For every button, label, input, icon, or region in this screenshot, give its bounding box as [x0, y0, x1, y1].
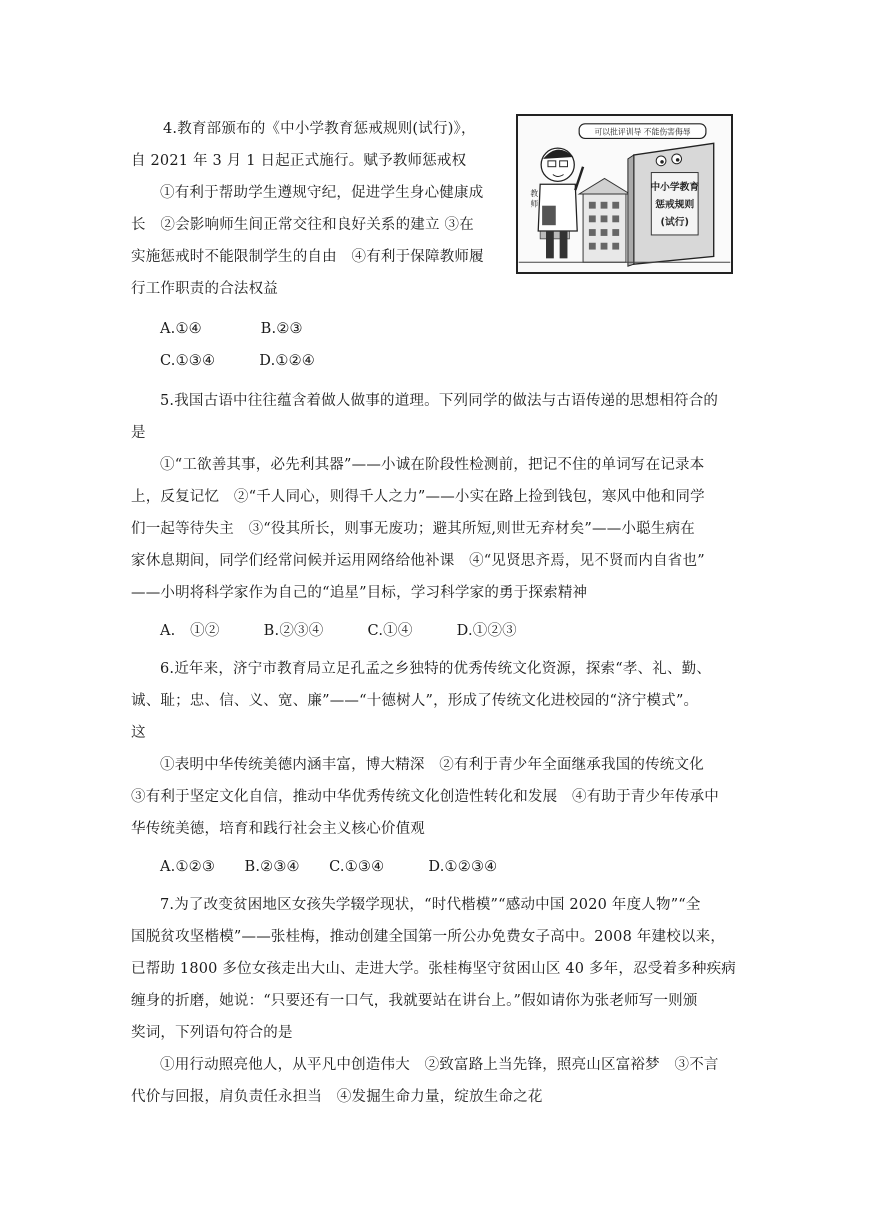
- q6-options: A.①②③ B.②③④ C.①③④ D.①②③④: [160, 859, 498, 875]
- q6-stem-line-2: 诚、耻；忠、信、义、宽、廉”——“十德树人”，形成了传统文化进校园的“济宁模式”。: [131, 693, 699, 709]
- q7-stem-line-5: 奖词，下列语句符合的是: [131, 1025, 293, 1041]
- q7-stem-line-3: 已帮助 1800 多位女孩走出大山、走进大学。张桂梅坚守贫困山区 40 多年，忍受着多种疾病: [131, 961, 736, 977]
- q4-stem-line-1: 4.教育部颁布的《中小学教育惩戒规则(试行)》，: [163, 121, 476, 137]
- q7-stem-line-2: 国脱贫攻坚楷模”——张桂梅，推动创建全国第一所公办免费女子高中。2008 年建校以来，: [131, 929, 726, 945]
- q4-choice-line-2: 长 ②会影响师生间正常交往和良好关系的建立 ③在: [131, 217, 474, 233]
- q5-stem-line-1: 5.我国古语中往往蕴含着做人做事的道理。下列同学的做法与古语传递的思想相符合的: [160, 393, 719, 409]
- q6-stem-line-1: 6.近年来，济宁市教育局立足孔孟之乡独特的优秀传统文化资源，探索“孝、礼、勤、: [160, 661, 712, 677]
- q4-choice-line-4: 行工作职责的合法权益: [131, 281, 278, 297]
- q5-choice-line-4: 家休息期间，同学们经常问候并运用网络给他补课 ④“见贤思齐焉，见不贤而内自省也”: [131, 553, 705, 569]
- q5-options: A. ①② B.②③④ C.①④ D.①②③: [160, 623, 517, 639]
- q4-stem-line-2: 自 2021 年 3 月 1 日起正式施行。赋予教师惩戒权: [131, 153, 467, 169]
- q7-stem-line-1: 7.为了改变贫困地区女孩失学辍学现状，“时代楷模”“感动中国 2020 年度人物”“全: [160, 897, 701, 913]
- q5-stem-line-2: 是: [131, 425, 146, 441]
- cartoon-book-title-3: (试行): [660, 217, 689, 229]
- q6-choice-line-3: 华传统美德，培育和践行社会主义核心价值观: [131, 821, 425, 837]
- cartoon-book-title-1: 中小学教育: [650, 182, 700, 194]
- q5-choice-line-2: 上，反复记忆 ②“千人同心，则得千人之力”——小实在路上捡到钱包，寒风中他和同学: [131, 489, 705, 505]
- cartoon-banner-text: 可以批评训导 不能伤害侮辱: [594, 127, 691, 137]
- q5-choice-line-3: 们一起等待失主 ③“役其所长，则事无废功；避其所短,则世无弃材矣”——小聪生病在: [131, 521, 695, 537]
- q6-choice-line-1: ①表明中华传统美德内涵丰富，博大精深 ②有利于青少年全面继承我国的传统文化: [160, 757, 704, 773]
- q5-choice-line-1: ①“工欲善其事，必先利其器”——小诚在阶段性检测前，把记不住的单词写在记录本: [160, 457, 705, 473]
- cartoon-illustration: [516, 114, 733, 274]
- q4-options-row-1: A.①④ B.②③: [160, 321, 303, 337]
- q7-choice-line-2: 代价与回报，肩负责任永担当 ④发掘生命力量，绽放生命之花: [131, 1089, 543, 1105]
- q7-stem-line-4: 缠身的折磨，她说：“只要还有一口气，我就要站在讲台上。”假如请你为张老师写一则颁: [131, 993, 698, 1009]
- q4-options-row-2: C.①③④ D.①②④: [160, 353, 315, 369]
- q6-choice-line-2: ③有利于坚定文化自信，推动中华优秀传统文化创造性转化和发展 ④有助于青少年传承中: [131, 789, 719, 805]
- q5-choice-line-5: ——小明将科学家作为自己的“追星”目标，学习科学家的勇于探索精神: [131, 585, 588, 601]
- q6-stem-line-3: 这: [131, 725, 146, 741]
- q7-choice-line-1: ①用行动照亮他人，从平凡中创造伟大 ②致富路上当先锋，照亮山区富裕梦 ③不言: [160, 1057, 719, 1073]
- cartoon-book-title-2: 惩戒规则: [655, 199, 695, 211]
- q4-choice-line-1: ①有利于帮助学生遵规守纪，促进学生身心健康成: [160, 185, 484, 201]
- cartoon-teacher-label-1: 教: [530, 188, 539, 198]
- q4-choice-line-3: 实施惩戒时不能限制学生的自由 ④有利于保障教师履: [131, 249, 484, 265]
- cartoon-teacher-label-2: 师: [530, 199, 539, 209]
